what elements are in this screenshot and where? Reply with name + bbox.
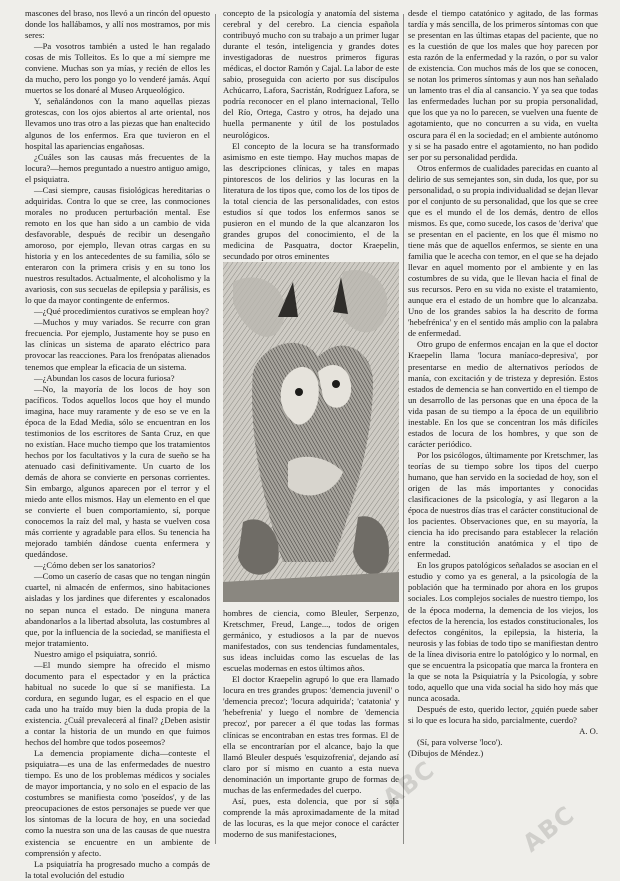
paragraph: La demencia propiamente dicha—conteste el psiquiatra—es una de las enfermedades de nuestro tiempo. Es uno de los problemas médicos y sociales de mayor importancia, y no solo en el espacio de las costumbres se manifiesta como 'poseídos', y de las preocupaciones de estos personajes se puede ver que los síntomas de la locura de hoy, en una sociedad como la nuestra son una de las causas de que nuestra existencia se encuentre en un ambiente de comprensión y afecto.: [25, 748, 210, 858]
paragraph: —Como un caserío de casas que no tengan ningún cuartel, ni almacén de enfermos, sino habitaciones aisladas y los jardines que diferentes y escalonados no sepan nunca el estado. De ninguna manera abandonarlos a la libertad absoluta, las costumbres al que, por la influencia de la sociedad, se manifiesta el mejor tratamiento.: [25, 571, 210, 648]
article-column-2-continued: [223, 608, 399, 848]
article-column-1: [25, 8, 210, 880]
paragraph: Otros enfermos de cualidades parecidas en cuanto al delirio de sus semejantes son, sin duda, los que, por su personalidad, o su propia individualidad se dejan llevar por el conjunto de su personalidad, que los que se cree que es el mundo el de los demás, dentro de ellos mismos. Es que, como sucede, los casos de 'deriva' que se presentan en el paciente, en los que él mismo no tiene más que de aquellos enfermos, se siente en una familia que le acecha con temor, en el que se ha dejado llevar en aquel momento por el ambiente y en las costumbres de su vida, que le llevan hacia el final de sus recursos. Pero en su vida no existe el tratamiento, aunque era el estado de un hombre que lo alcanzaba. Uno de los grandes sabios la ha descrito de forma 'hebefrénica' y en el sentido más amplio con la palabra de enfermedad.: [408, 162, 598, 339]
paragraph: Nuestro amigo el psiquiatra, sonrió.: [34, 648, 158, 659]
paragraph: —¿Cómo deben ser los sanatorios?: [34, 560, 156, 571]
article-column-3: [408, 8, 598, 848]
watermark: ABC: [517, 800, 581, 858]
paragraph: Otro grupo de enfermos encajan en la que el doctor Kraepelin llama 'locura maníaco-depresiva', por presentarse en medio de alternativos períodos de manía, con excitación y de tristeza y depresión. Estos estados de demencia se han convertido en el tiempo de un desarrollo de las personas que en una época de la vida pasan de su tiempo a la época de un equilibrio inestable. En los que se concentran los más difíciles estados de locura de los hombres, y que son de carácter periódico.: [408, 339, 598, 449]
paragraph: desde el tiempo catatónico y agitado, de las formas tardía y más sencilla, de los primeros síntomas con que se presentan en las últimas etapas del paciente, que no es la cuestión de que los males que hoy parecen por esta razón de la enfermedad y la razón, o por su valor de existencia. Con muchos más de los que se conocen, se notan los primeros síntomas y aun nos han señalado un lamento tras el día al cansancio. Y ya sea que todas las enfermedades luchan por su propia personalidad, que los que ya no lo parecen, se vuelven una fuente de agotamiento, que no concurren a su vida, en vuelta oscura para él en la sociedad; en el ambiente autónomo y si se ha pasado entre el agotamiento, no han podido ser por su personalidad perdida.: [408, 8, 598, 162]
illustration-credit: (Dibujos de Méndez.): [408, 748, 484, 759]
paragraph: —No, la mayoría de los locos de hoy son pacíficos. Todos aquellos locos que hoy el mundo imagina, hace muy raramente y de eso se ve en la época de la Edad Media, sólo se encuentran en los testimonios de los escritores de Santa Cruz, en que no existían. Hace mucho tiempo que los tratamientos hechos por los facultativos y la cura de sueño se ha atenuado casi definitivamente. Un cuarto de los demás de ahora se convierte en personas corrientes. Sin embargo, algunos aparecen por el terror y el miedo ante ellos mismos. Hay un elemento en el que se convierte el buen comportamiento, sí, porque conocemos la raíz del mal, y hasta se vuelven cosa más corriente y agradable para ellos. Su tenencia ha mejorado también dándose cuenta enfermera y quedándose.: [25, 383, 210, 560]
paragraph: Después de esto, querido lector, ¿quién puede saber si lo que es locura ha sido, parcialmente, cuerdo?: [408, 703, 598, 725]
watermark: ABC: [377, 755, 441, 813]
paragraph: —¿Qué procedimientos curativos se emplean hoy?: [34, 306, 209, 317]
paragraph: El doctor Kraepelin agrupó lo que era llamado locura en tres grandes grupos: 'demencia juvenil' o 'demencia precoz'; 'locura adquirida'; 'catatonia' y 'hebefrenia' y luego el nombre de 'demencia precoz', por parecer a él que todas las formas clínicas se encontraban en estas tres formas. El de ella se encontrarían por el alcance, bajo la que llamó Bleuler después 'esquizofrenia', dejando así claro por sí mismo en cuanto a esta nueva denominación un importante grupo de formas de muchas de las enfermedades del cuerpo.: [223, 674, 399, 795]
paragraph: —¿Abundan los casos de locura furiosa?: [34, 372, 175, 383]
paragraph: El concepto de la locura se ha transformado asimismo en este tiempo. Hay muchos mapas de las descripciones clínicas, y tales en mapas pintorescos de los delirios y las locuras en la literatura de los tipos que, como los de los tipos de la total ciencia de las personalidades, con estos estudios sí que todos los enfermos sanos se pusieron en el mundo de la que alcanzaron los grandes grupos del conocimiento, el de la medicina de Pasquatra, doctor Kraepelin, secundado por otros eminentes: [223, 140, 399, 262]
paragraph: —Pa vosotros también a usted le han regalado cosas de mis Tolleitos. Es lo que a mí siempre me conviene. Muchas son ya mías, y recién de ellos les da mucho, pero los pongo yo lo venderé jamás. Aquí muertos se los donaré al Museo Arqueológico.: [25, 41, 210, 96]
paragraph: La psiquiatría ha progresado mucho a compás de la total evolución del estudio: [25, 858, 210, 880]
paragraph: Y, señalándonos con la mano aquellas piezas grotescas, con los ojos abiertos al arte oriental, nos llevamos uno tras otro a las piezas que han enaltecido algunos de los enfermos. Era que tuvieron en el hospital las apariencias engañosas.: [25, 96, 210, 151]
paragraph: Así, pues, esta dolencia, que por sí sola comprende la más aproximadamente de la mitad de las locuras, es la que mejor conoce el carácter moderno de sus manifestaciones,: [223, 795, 399, 839]
paragraph: concepto de la psicología y anatomía del sistema cerebral y del cerebro. La ciencia española contribuyó mucho con su trabajo a un primer lugar durante el tesón, inteligencia y grandes dotes investigadoras de nuestros primeros figuras médicas, el doctor Ramón y Cajal. La labor de este sabio, proseguida con acierto por sus discípulos Achúcarro, Lafora, Sacristán, Rodríguez Lafora, se podría reconocer en el plano internacional, Tello del Río, Ortega, Castro y otros, ha dejado una huella permanente y útil de los postulados neurológicos.: [223, 8, 399, 140]
column-divider: [215, 14, 216, 844]
illustration-drawing: [223, 262, 399, 602]
paragraph: Por los psicólogos, últimamente por Kretschmer, las teorías de su tiempo sobre los tipos del cuerpo humano, que han servido en la sociedad de hoy, son el origen de las más importantes y conocidas clasificaciones de la psicología, y así llegaron a la época de nuestros días tras el carácter constitucional de los pacientes. Observaciones que, en su mayoría, la ciencia ha ido precisando para establecer la relación entre la constitución anatómica y el tipo de enfermedad.: [408, 449, 598, 560]
paragraph: ¿Cuáles son las causas más frecuentes de la locura?—hemos preguntado a nuestro antiguo amigo, el psiquiatra.: [25, 151, 210, 184]
paragraph: —Muchos y muy variados. Se recurre con gran frecuencia. Por ejemplo, Justamente hoy se puso en las clínicas un sistema de aparato eléctrico para provocar las reacciones. Para los frenópatas alienados tenemos que emplear la eficacia de un sistema.: [25, 317, 210, 372]
article-column-2: [223, 8, 399, 263]
column-divider: [403, 14, 404, 844]
paragraph: —Casi siempre, causas fisiológicas hereditarias o adquiridas. Contra lo que se cree, las conmociones morales no producen perturbación mental. Ese remoto en los que han sido a un cambio de vida desfavorable, después de recibir un desengaño amoroso, por ejemplo, llevan otras cargas en su historia y en los antecedentes de su familia, sólo se enteraron con la primera crisis y en su tono los nuestros resultados. Actualmente, el alcoholismo y la avariosis, con sus secuelas de epilepsia y parálisis, es lo que da mayor contingente de enfermos.: [25, 184, 210, 306]
paragraph: hombres de ciencia, como Bleuler, Serpenzo, Kretschmer, Freud, Lange..., todos de origen germánico, y estudiosos a la par de nuevos manifestados, con sus tendencias fundamentales, sus ideas incluidas como las escuelas de las escuelas modernas en estos últimos años.: [223, 608, 399, 674]
paragraph: (Sí, para volverse 'loco').: [417, 737, 503, 748]
paragraph: —El mundo siempre ha ofrecido el mismo documento para el espectador y en la práctica habitual no sucede lo que sí se manifiesta. La cordura, en segundo lugar, es el espacio en el que cada uno ha traído muy bien la duda propia de la existencia. ¿Cuál prevalecerá al final? ¿Deben asistir a contar la historia de un mundo en que fuimos hechos del hombre que todos poseemos?: [25, 659, 210, 748]
illustration: [223, 262, 399, 602]
paragraph: En los grupos patológicos señalados se asocian en el estudio y como ya es general, a la psicología de la población que ha terminado por ahora en los grupos sociales. Los complejos sociales de nuestro tiempo, los de la época moderna, la demencia de los viejos, los efectos de la herencia, los estados constitucionales, los defectos congénitos, la epilepsia, la histeria, la neurosis y las fobias de todo tipo se manifiestan dentro de la línea divisoria entre lo patológico y lo normal, en que se encuentra la psicopatía que marca la frontera en la que se nota la Psiquiatría y la Psicología, y sobre todo, aquello que una vida social ha sido hoy más que nunca acosada.: [408, 560, 598, 703]
signature: A. O.: [579, 726, 598, 737]
paragraph: mascones del braso, nos llevó a un rincón del opuesto donde los hallábamos, y allí nos mostramos, por mis seres:: [25, 8, 210, 41]
